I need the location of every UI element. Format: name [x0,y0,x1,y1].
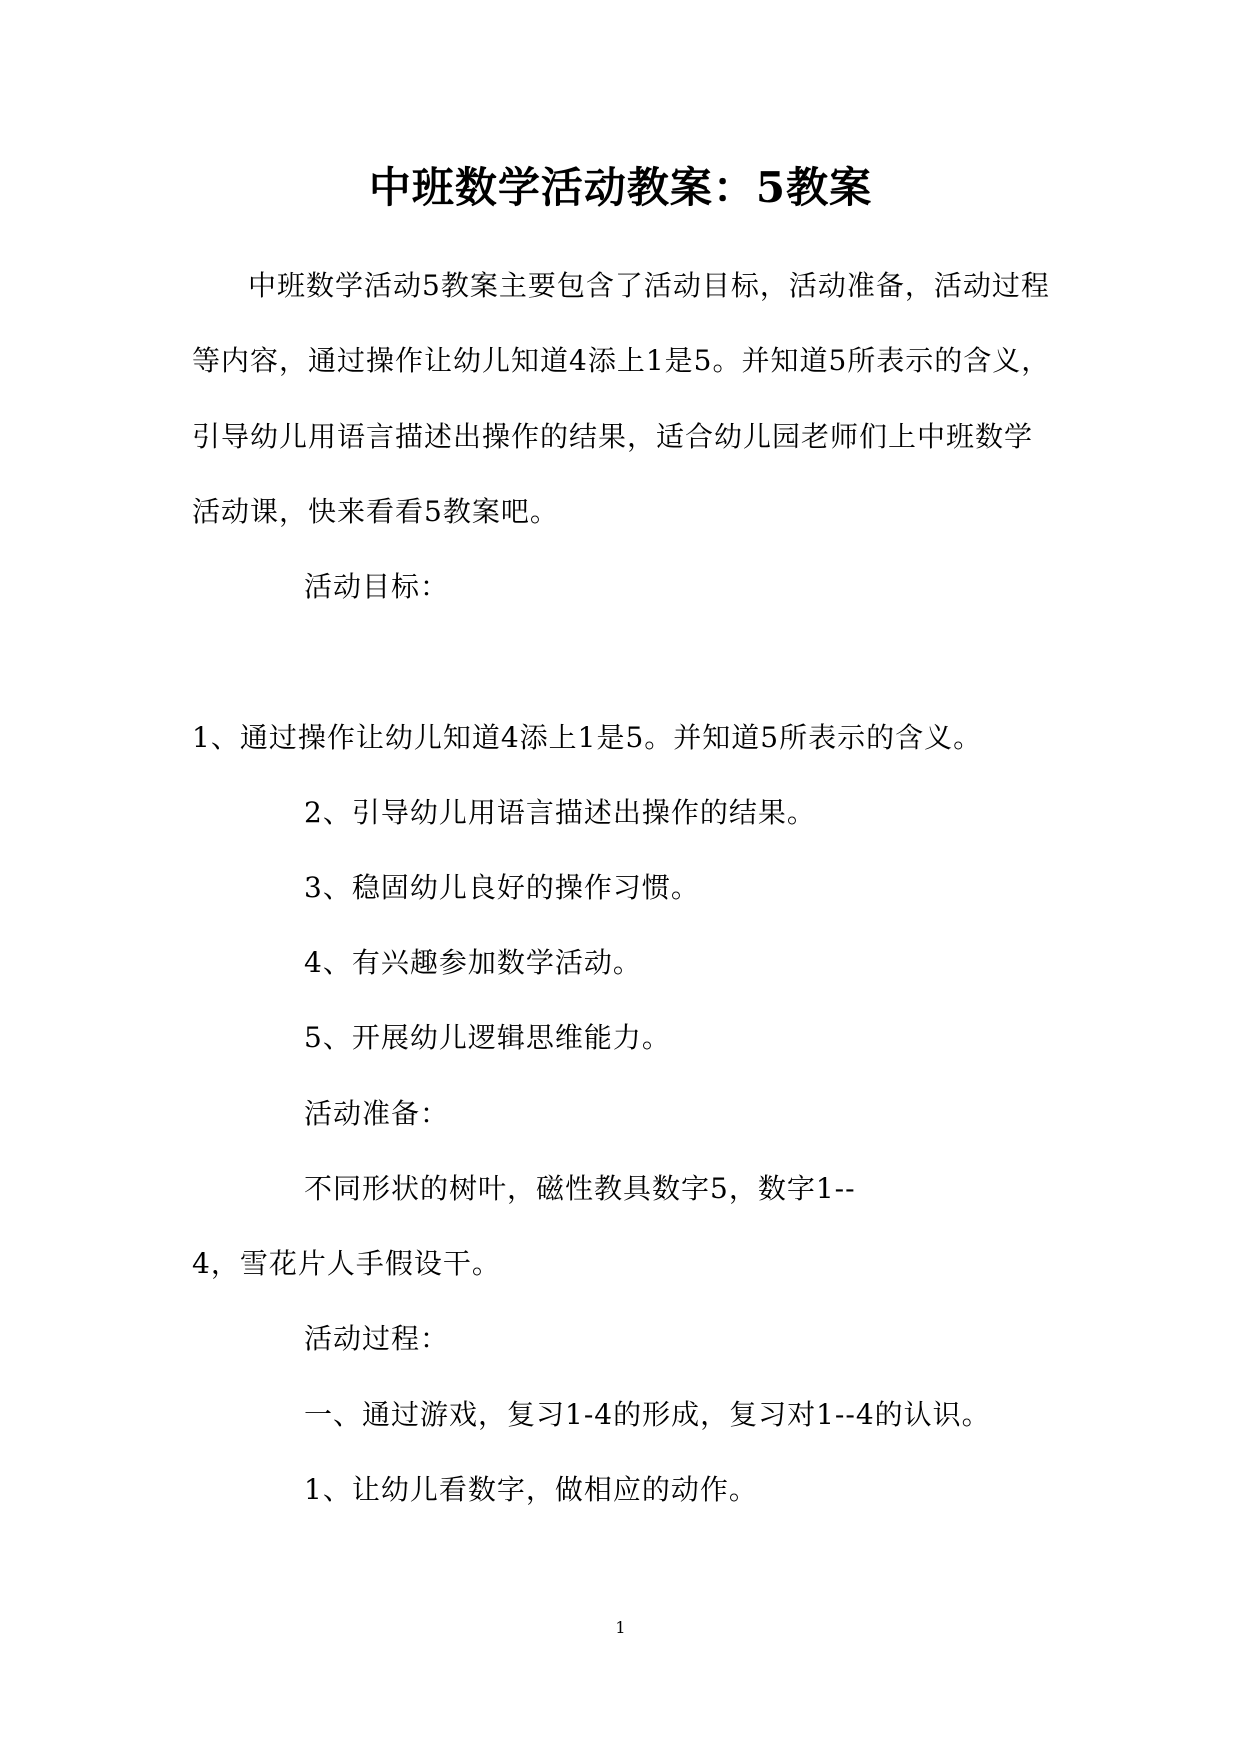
intro-line-4: 活动课，快来看看5教案吧。 [192,495,559,528]
preparation-line-2: 4，雪花片人手假设干。 [192,1247,501,1280]
preparation-line-1: 不同形状的树叶，磁性教具数字5，数字1-- [304,1172,856,1205]
section-heading-preparation: 活动准备： [304,1097,450,1130]
goal-item-1: 1、通过操作让幼儿知道4添上1是5。并知道5所表示的含义。 [192,721,983,754]
section-heading-goals: 活动目标： [304,570,450,603]
process-substep-1: 1、让幼儿看数字，做相应的动作。 [304,1473,758,1506]
intro-line-2: 等内容，通过操作让幼儿知道4添上1是5。并知道5所表示的含义， [192,344,1051,377]
section-heading-process: 活动过程： [304,1322,450,1355]
intro-line-3: 引导幼儿用语言描述出操作的结果，适合幼儿园老师们上中班数学 [192,420,1034,453]
goal-item-5: 5、开展幼儿逻辑思维能力。 [304,1021,671,1054]
document-title: 中班数学活动教案：5教案 [368,163,873,212]
process-step-1: 一、通过游戏，复习1-4的形成，复习对1--4的认识。 [304,1398,991,1431]
intro-line-1: 中班数学活动5教案主要包含了活动目标，活动准备，活动过程 [248,269,1050,302]
goal-item-4: 4、有兴趣参加数学活动。 [304,946,642,979]
goal-item-2: 2、引导幼儿用语言描述出操作的结果。 [304,796,816,829]
page-number: 1 [615,1618,626,1637]
goal-item-3: 3、稳固幼儿良好的操作习惯。 [304,871,700,904]
